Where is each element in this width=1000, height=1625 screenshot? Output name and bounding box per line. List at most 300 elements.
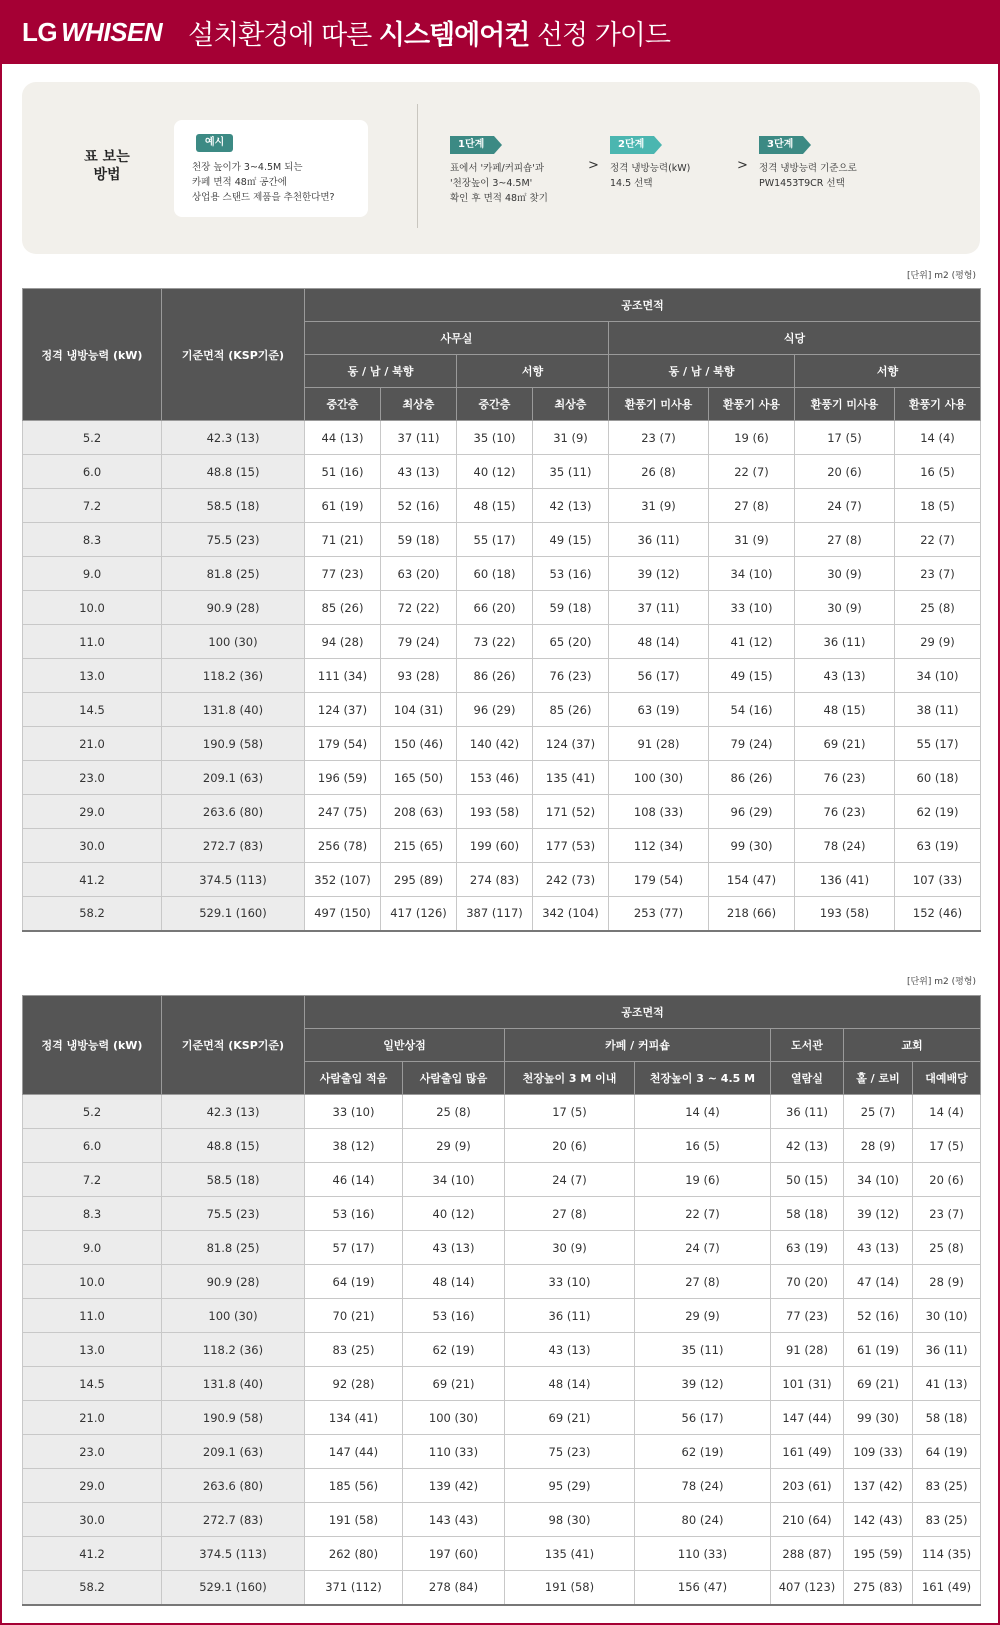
base-area-cell: 263.6 (80) bbox=[162, 1469, 305, 1503]
table-row bbox=[23, 795, 981, 829]
area-cell: 150 (46) bbox=[381, 727, 457, 761]
area-cell: 96 (29) bbox=[457, 693, 533, 727]
capacity-cell: 6.0 bbox=[23, 455, 162, 489]
area-cell: 99 (30) bbox=[709, 829, 795, 863]
area-cell: 49 (15) bbox=[533, 523, 609, 557]
capacity-cell: 8.3 bbox=[23, 523, 162, 557]
base-area-cell: 529.1 (160) bbox=[162, 1571, 305, 1605]
header-col: 천장높이 3 ~ 4.5 M bbox=[635, 1062, 771, 1095]
area-cell: 107 (33) bbox=[895, 863, 981, 897]
base-area-cell: 272.7 (83) bbox=[162, 829, 305, 863]
area-cell: 143 (43) bbox=[403, 1503, 505, 1537]
area-cell: 39 (12) bbox=[844, 1197, 913, 1231]
area-cell: 93 (28) bbox=[381, 659, 457, 693]
capacity-cell: 23.0 bbox=[23, 1435, 162, 1469]
brand-whisen: WHISEN bbox=[61, 16, 163, 47]
area-cell: 42 (13) bbox=[533, 489, 609, 523]
area-cell: 171 (52) bbox=[533, 795, 609, 829]
capacity-cell: 41.2 bbox=[23, 863, 162, 897]
area-cell: 278 (84) bbox=[403, 1571, 505, 1605]
area-cell: 156 (47) bbox=[635, 1571, 771, 1605]
table-row bbox=[23, 863, 981, 897]
area-cell: 33 (10) bbox=[305, 1095, 403, 1129]
header-col: 중간층 bbox=[305, 388, 381, 421]
area-cell: 34 (10) bbox=[844, 1163, 913, 1197]
area-cell: 63 (19) bbox=[771, 1231, 844, 1265]
area-cell: 371 (112) bbox=[305, 1571, 403, 1605]
area-cell: 41 (12) bbox=[709, 625, 795, 659]
capacity-cell: 30.0 bbox=[23, 829, 162, 863]
area-cell: 49 (15) bbox=[709, 659, 795, 693]
area-cell: 73 (22) bbox=[457, 625, 533, 659]
capacity-cell: 14.5 bbox=[23, 1367, 162, 1401]
area-cell: 24 (7) bbox=[635, 1231, 771, 1265]
area-cell: 27 (8) bbox=[795, 523, 895, 557]
area-cell: 27 (8) bbox=[505, 1197, 635, 1231]
area-cell: 36 (11) bbox=[913, 1333, 981, 1367]
area-cell: 161 (49) bbox=[771, 1435, 844, 1469]
step-3-text bbox=[759, 161, 857, 191]
area-cell: 295 (89) bbox=[381, 863, 457, 897]
area-cell: 69 (21) bbox=[403, 1367, 505, 1401]
area-cell: 66 (20) bbox=[457, 591, 533, 625]
header-base-area: 기준면적 (KSP기준) bbox=[162, 289, 305, 421]
area-cell: 197 (60) bbox=[403, 1537, 505, 1571]
area-cell: 38 (11) bbox=[895, 693, 981, 727]
area-cell: 19 (6) bbox=[709, 421, 795, 455]
area-cell: 22 (7) bbox=[895, 523, 981, 557]
capacity-cell: 14.5 bbox=[23, 693, 162, 727]
capacity-cell: 9.0 bbox=[23, 1231, 162, 1265]
area-cell: 110 (33) bbox=[403, 1435, 505, 1469]
area-cell: 407 (123) bbox=[771, 1571, 844, 1605]
area-cell: 62 (19) bbox=[895, 795, 981, 829]
area-cell: 112 (34) bbox=[609, 829, 709, 863]
area-cell: 36 (11) bbox=[795, 625, 895, 659]
area-cell: 108 (33) bbox=[609, 795, 709, 829]
header-group: 도서관 bbox=[771, 1029, 844, 1062]
area-cell: 48 (15) bbox=[457, 489, 533, 523]
chevron-right-icon: > bbox=[588, 158, 599, 173]
area-cell: 29 (9) bbox=[895, 625, 981, 659]
header-conditioned-area: 공조면적 bbox=[305, 996, 981, 1029]
area-cell: 19 (6) bbox=[635, 1163, 771, 1197]
area-cell: 36 (11) bbox=[609, 523, 709, 557]
step-3 bbox=[759, 132, 857, 191]
area-cell: 165 (50) bbox=[381, 761, 457, 795]
area-cell: 91 (28) bbox=[609, 727, 709, 761]
header-bar bbox=[2, 0, 998, 64]
header-col: 최상층 bbox=[381, 388, 457, 421]
header-conditioned-area: 공조면적 bbox=[305, 289, 981, 322]
area-cell: 53 (16) bbox=[533, 557, 609, 591]
area-cell: 83 (25) bbox=[305, 1333, 403, 1367]
header-col: 환풍기 사용 bbox=[895, 388, 981, 421]
area-cell: 497 (150) bbox=[305, 897, 381, 931]
capacity-cell: 11.0 bbox=[23, 625, 162, 659]
area-cell: 154 (47) bbox=[709, 863, 795, 897]
area-cell: 57 (17) bbox=[305, 1231, 403, 1265]
example-line: 상업용 스탠드 제품을 추천한다면? bbox=[192, 192, 335, 203]
area-cell: 14 (4) bbox=[895, 421, 981, 455]
table-row bbox=[23, 1503, 981, 1537]
area-cell: 191 (58) bbox=[305, 1503, 403, 1537]
area-cell: 59 (18) bbox=[381, 523, 457, 557]
header-group: 사무실 bbox=[305, 322, 609, 355]
table-row bbox=[23, 1367, 981, 1401]
base-area-cell: 48.8 (15) bbox=[162, 1129, 305, 1163]
area-cell: 274 (83) bbox=[457, 863, 533, 897]
table-row bbox=[23, 1571, 981, 1605]
example-line: 천장 높이가 3~4.5M 되는 bbox=[192, 162, 303, 173]
area-cell: 48 (14) bbox=[505, 1367, 635, 1401]
area-cell: 14 (4) bbox=[913, 1095, 981, 1129]
table-row bbox=[23, 455, 981, 489]
area-cell: 23 (7) bbox=[895, 557, 981, 591]
area-cell: 20 (6) bbox=[505, 1129, 635, 1163]
area-cell: 43 (13) bbox=[381, 455, 457, 489]
base-area-cell: 58.5 (18) bbox=[162, 489, 305, 523]
area-cell: 40 (12) bbox=[403, 1197, 505, 1231]
header-col: 환풍기 사용 bbox=[709, 388, 795, 421]
step-1-text bbox=[450, 161, 548, 206]
area-cell: 37 (11) bbox=[609, 591, 709, 625]
base-area-cell: 374.5 (113) bbox=[162, 1537, 305, 1571]
area-cell: 29 (9) bbox=[403, 1129, 505, 1163]
base-area-cell: 81.8 (25) bbox=[162, 557, 305, 591]
header-group: 교회 bbox=[844, 1029, 981, 1062]
brand-lg: LG bbox=[22, 16, 58, 47]
table-row bbox=[23, 1333, 981, 1367]
table-row bbox=[23, 1265, 981, 1299]
area-cell: 80 (24) bbox=[635, 1503, 771, 1537]
area-cell: 25 (7) bbox=[844, 1095, 913, 1129]
example-line: 카페 면적 48㎡ 공간에 bbox=[192, 177, 287, 188]
unit-label-2: [단위] m2 (평형) bbox=[906, 977, 976, 987]
area-cell: 76 (23) bbox=[533, 659, 609, 693]
header-subgroup: 서향 bbox=[795, 355, 981, 388]
area-cell: 152 (46) bbox=[895, 897, 981, 931]
area-cell: 23 (7) bbox=[913, 1197, 981, 1231]
area-cell: 20 (6) bbox=[795, 455, 895, 489]
area-cell: 43 (13) bbox=[403, 1231, 505, 1265]
area-cell: 18 (5) bbox=[895, 489, 981, 523]
area-cell: 185 (56) bbox=[305, 1469, 403, 1503]
area-cell: 62 (19) bbox=[635, 1435, 771, 1469]
area-cell: 28 (9) bbox=[844, 1129, 913, 1163]
area-table-office-restaurant bbox=[22, 288, 981, 932]
area-cell: 54 (16) bbox=[709, 693, 795, 727]
area-cell: 86 (26) bbox=[709, 761, 795, 795]
area-cell: 58 (18) bbox=[913, 1401, 981, 1435]
table-row bbox=[23, 421, 981, 455]
area-cell: 253 (77) bbox=[609, 897, 709, 931]
capacity-cell: 5.2 bbox=[23, 1095, 162, 1129]
area-cell: 134 (41) bbox=[305, 1401, 403, 1435]
area-cell: 79 (24) bbox=[381, 625, 457, 659]
base-area-cell: 81.8 (25) bbox=[162, 1231, 305, 1265]
area-cell: 86 (26) bbox=[457, 659, 533, 693]
table-row bbox=[23, 1537, 981, 1571]
base-area-cell: 42.3 (13) bbox=[162, 421, 305, 455]
table-row bbox=[23, 523, 981, 557]
header-base-area: 기준면적 (KSP기준) bbox=[162, 996, 305, 1095]
area-cell: 100 (30) bbox=[403, 1401, 505, 1435]
area-cell: 199 (60) bbox=[457, 829, 533, 863]
capacity-cell: 21.0 bbox=[23, 727, 162, 761]
capacity-cell: 7.2 bbox=[23, 1163, 162, 1197]
area-cell: 44 (13) bbox=[305, 421, 381, 455]
area-cell: 46 (14) bbox=[305, 1163, 403, 1197]
area-cell: 96 (29) bbox=[709, 795, 795, 829]
area-cell: 135 (41) bbox=[505, 1537, 635, 1571]
capacity-cell: 13.0 bbox=[23, 659, 162, 693]
table-row bbox=[23, 1197, 981, 1231]
area-cell: 24 (7) bbox=[505, 1163, 635, 1197]
area-cell: 28 (9) bbox=[913, 1265, 981, 1299]
example-box bbox=[174, 120, 368, 217]
header-group: 식당 bbox=[609, 322, 981, 355]
area-cell: 63 (19) bbox=[895, 829, 981, 863]
capacity-cell: 29.0 bbox=[23, 1469, 162, 1503]
chevron-right-icon: > bbox=[737, 158, 748, 173]
base-area-cell: 90.9 (28) bbox=[162, 591, 305, 625]
area-cell: 48 (14) bbox=[403, 1265, 505, 1299]
area-cell: 69 (21) bbox=[795, 727, 895, 761]
capacity-cell: 21.0 bbox=[23, 1401, 162, 1435]
area-cell: 40 (12) bbox=[457, 455, 533, 489]
base-area-cell: 100 (30) bbox=[162, 625, 305, 659]
area-cell: 50 (15) bbox=[771, 1163, 844, 1197]
how-to-read-label bbox=[77, 148, 137, 184]
area-cell: 51 (16) bbox=[305, 455, 381, 489]
example-text bbox=[192, 160, 335, 205]
area-cell: 69 (21) bbox=[505, 1401, 635, 1435]
area-cell: 195 (59) bbox=[844, 1537, 913, 1571]
area-cell: 203 (61) bbox=[771, 1469, 844, 1503]
title-post: 선정 가이드 bbox=[529, 19, 670, 51]
base-area-cell: 90.9 (28) bbox=[162, 1265, 305, 1299]
area-cell: 179 (54) bbox=[305, 727, 381, 761]
area-cell: 99 (30) bbox=[844, 1401, 913, 1435]
header-group: 일반상점 bbox=[305, 1029, 505, 1062]
area-cell: 38 (12) bbox=[305, 1129, 403, 1163]
base-area-cell: 131.8 (40) bbox=[162, 693, 305, 727]
area-cell: 76 (23) bbox=[795, 761, 895, 795]
capacity-cell: 9.0 bbox=[23, 557, 162, 591]
area-cell: 37 (11) bbox=[381, 421, 457, 455]
area-cell: 147 (44) bbox=[771, 1401, 844, 1435]
area-cell: 193 (58) bbox=[457, 795, 533, 829]
area-cell: 52 (16) bbox=[844, 1299, 913, 1333]
area-cell: 33 (10) bbox=[709, 591, 795, 625]
area-cell: 177 (53) bbox=[533, 829, 609, 863]
area-cell: 104 (31) bbox=[381, 693, 457, 727]
area-cell: 30 (9) bbox=[795, 591, 895, 625]
capacity-cell: 8.3 bbox=[23, 1197, 162, 1231]
area-cell: 59 (18) bbox=[533, 591, 609, 625]
area-cell: 35 (10) bbox=[457, 421, 533, 455]
step-3-tag: 3단계 bbox=[759, 136, 803, 154]
area-cell: 77 (23) bbox=[305, 557, 381, 591]
area-cell: 83 (25) bbox=[913, 1503, 981, 1537]
header-col: 홀 / 로비 bbox=[844, 1062, 913, 1095]
base-area-cell: 272.7 (83) bbox=[162, 1503, 305, 1537]
table-row bbox=[23, 829, 981, 863]
area-cell: 98 (30) bbox=[505, 1503, 635, 1537]
area-cell: 137 (42) bbox=[844, 1469, 913, 1503]
area-cell: 70 (20) bbox=[771, 1265, 844, 1299]
header-col: 천장높이 3 M 이내 bbox=[505, 1062, 635, 1095]
table-row bbox=[23, 1469, 981, 1503]
area-cell: 196 (59) bbox=[305, 761, 381, 795]
area-cell: 78 (24) bbox=[635, 1469, 771, 1503]
area-cell: 77 (23) bbox=[771, 1299, 844, 1333]
area-cell: 342 (104) bbox=[533, 897, 609, 931]
area-cell: 288 (87) bbox=[771, 1537, 844, 1571]
area-cell: 31 (9) bbox=[709, 523, 795, 557]
table-body bbox=[23, 1095, 981, 1605]
area-cell: 36 (11) bbox=[771, 1095, 844, 1129]
capacity-cell: 10.0 bbox=[23, 1265, 162, 1299]
area-cell: 56 (17) bbox=[609, 659, 709, 693]
area-cell: 72 (22) bbox=[381, 591, 457, 625]
area-cell: 34 (10) bbox=[403, 1163, 505, 1197]
header-capacity: 정격 냉방능력 (kW) bbox=[23, 996, 162, 1095]
header-col: 환풍기 미사용 bbox=[795, 388, 895, 421]
area-cell: 53 (16) bbox=[305, 1197, 403, 1231]
step-line: 14.5 선택 bbox=[610, 178, 653, 189]
base-area-cell: 118.2 (36) bbox=[162, 659, 305, 693]
area-cell: 124 (37) bbox=[305, 693, 381, 727]
table-row bbox=[23, 489, 981, 523]
area-cell: 17 (5) bbox=[505, 1095, 635, 1129]
area-cell: 215 (65) bbox=[381, 829, 457, 863]
area-cell: 55 (17) bbox=[895, 727, 981, 761]
area-cell: 124 (37) bbox=[533, 727, 609, 761]
area-cell: 109 (33) bbox=[844, 1435, 913, 1469]
capacity-cell: 58.2 bbox=[23, 1571, 162, 1605]
area-cell: 161 (49) bbox=[913, 1571, 981, 1605]
base-area-cell: 75.5 (23) bbox=[162, 523, 305, 557]
area-cell: 55 (17) bbox=[457, 523, 533, 557]
header-col: 사람출입 많음 bbox=[403, 1062, 505, 1095]
area-cell: 101 (31) bbox=[771, 1367, 844, 1401]
header-subgroup: 서향 bbox=[457, 355, 609, 388]
table-row bbox=[23, 1435, 981, 1469]
table-row bbox=[23, 1299, 981, 1333]
base-area-cell: 190.9 (58) bbox=[162, 1401, 305, 1435]
step-line: 표에서 '카페/커피숍'과 bbox=[450, 163, 545, 174]
table-body bbox=[23, 421, 981, 931]
base-area-cell: 58.5 (18) bbox=[162, 1163, 305, 1197]
step-line: 정격 냉방능력(kW) bbox=[610, 163, 691, 174]
area-cell: 31 (9) bbox=[609, 489, 709, 523]
area-cell: 14 (4) bbox=[635, 1095, 771, 1129]
area-cell: 71 (21) bbox=[305, 523, 381, 557]
area-cell: 17 (5) bbox=[913, 1129, 981, 1163]
area-cell: 41 (13) bbox=[913, 1367, 981, 1401]
table-row bbox=[23, 897, 981, 931]
capacity-cell: 10.0 bbox=[23, 591, 162, 625]
how-to-read-label-line: 방법 bbox=[93, 167, 121, 183]
area-cell: 387 (117) bbox=[457, 897, 533, 931]
area-cell: 210 (64) bbox=[771, 1503, 844, 1537]
area-cell: 35 (11) bbox=[635, 1333, 771, 1367]
base-area-cell: 75.5 (23) bbox=[162, 1197, 305, 1231]
table-row bbox=[23, 761, 981, 795]
area-cell: 256 (78) bbox=[305, 829, 381, 863]
area-cell: 191 (58) bbox=[505, 1571, 635, 1605]
area-cell: 58 (18) bbox=[771, 1197, 844, 1231]
capacity-cell: 7.2 bbox=[23, 489, 162, 523]
area-cell: 30 (9) bbox=[795, 557, 895, 591]
area-cell: 61 (19) bbox=[305, 489, 381, 523]
base-area-cell: 209.1 (63) bbox=[162, 1435, 305, 1469]
area-cell: 26 (8) bbox=[609, 455, 709, 489]
header-group: 카페 / 커피숍 bbox=[505, 1029, 771, 1062]
area-cell: 27 (8) bbox=[635, 1265, 771, 1299]
table-row bbox=[23, 1231, 981, 1265]
area-cell: 52 (16) bbox=[381, 489, 457, 523]
area-cell: 61 (19) bbox=[844, 1333, 913, 1367]
table-row bbox=[23, 625, 981, 659]
step-line: PW1453T9CR 선택 bbox=[759, 178, 845, 189]
table-row bbox=[23, 1163, 981, 1197]
area-cell: 114 (35) bbox=[913, 1537, 981, 1571]
area-cell: 136 (41) bbox=[795, 863, 895, 897]
area-cell: 135 (41) bbox=[533, 761, 609, 795]
table-row bbox=[23, 591, 981, 625]
area-cell: 208 (63) bbox=[381, 795, 457, 829]
step-line: 확인 후 면적 48㎡ 찾기 bbox=[450, 193, 548, 204]
area-cell: 16 (5) bbox=[895, 455, 981, 489]
base-area-cell: 42.3 (13) bbox=[162, 1095, 305, 1129]
area-cell: 60 (18) bbox=[457, 557, 533, 591]
area-cell: 30 (9) bbox=[505, 1231, 635, 1265]
base-area-cell: 209.1 (63) bbox=[162, 761, 305, 795]
area-cell: 100 (30) bbox=[609, 761, 709, 795]
area-cell: 64 (19) bbox=[305, 1265, 403, 1299]
area-cell: 139 (42) bbox=[403, 1469, 505, 1503]
brand-logo bbox=[22, 17, 162, 48]
base-area-cell: 100 (30) bbox=[162, 1299, 305, 1333]
table-row bbox=[23, 1129, 981, 1163]
base-area-cell: 190.9 (58) bbox=[162, 727, 305, 761]
area-cell: 39 (12) bbox=[635, 1367, 771, 1401]
page-title bbox=[188, 13, 670, 52]
area-cell: 42 (13) bbox=[771, 1129, 844, 1163]
area-cell: 142 (43) bbox=[844, 1503, 913, 1537]
header-col: 환풍기 미사용 bbox=[609, 388, 709, 421]
how-to-read-panel bbox=[22, 82, 980, 254]
area-cell: 83 (25) bbox=[913, 1469, 981, 1503]
capacity-cell: 30.0 bbox=[23, 1503, 162, 1537]
header-subgroup: 동 / 남 / 북향 bbox=[305, 355, 457, 388]
area-cell: 48 (15) bbox=[795, 693, 895, 727]
area-cell: 22 (7) bbox=[635, 1197, 771, 1231]
area-cell: 25 (8) bbox=[895, 591, 981, 625]
area-cell: 79 (24) bbox=[709, 727, 795, 761]
header-capacity: 정격 냉방능력 (kW) bbox=[23, 289, 162, 421]
step-line: '천장높이 3~4.5M' bbox=[450, 178, 533, 189]
area-cell: 24 (7) bbox=[795, 489, 895, 523]
area-cell: 193 (58) bbox=[795, 897, 895, 931]
base-area-cell: 131.8 (40) bbox=[162, 1367, 305, 1401]
area-cell: 36 (11) bbox=[505, 1299, 635, 1333]
area-cell: 242 (73) bbox=[533, 863, 609, 897]
area-cell: 16 (5) bbox=[635, 1129, 771, 1163]
